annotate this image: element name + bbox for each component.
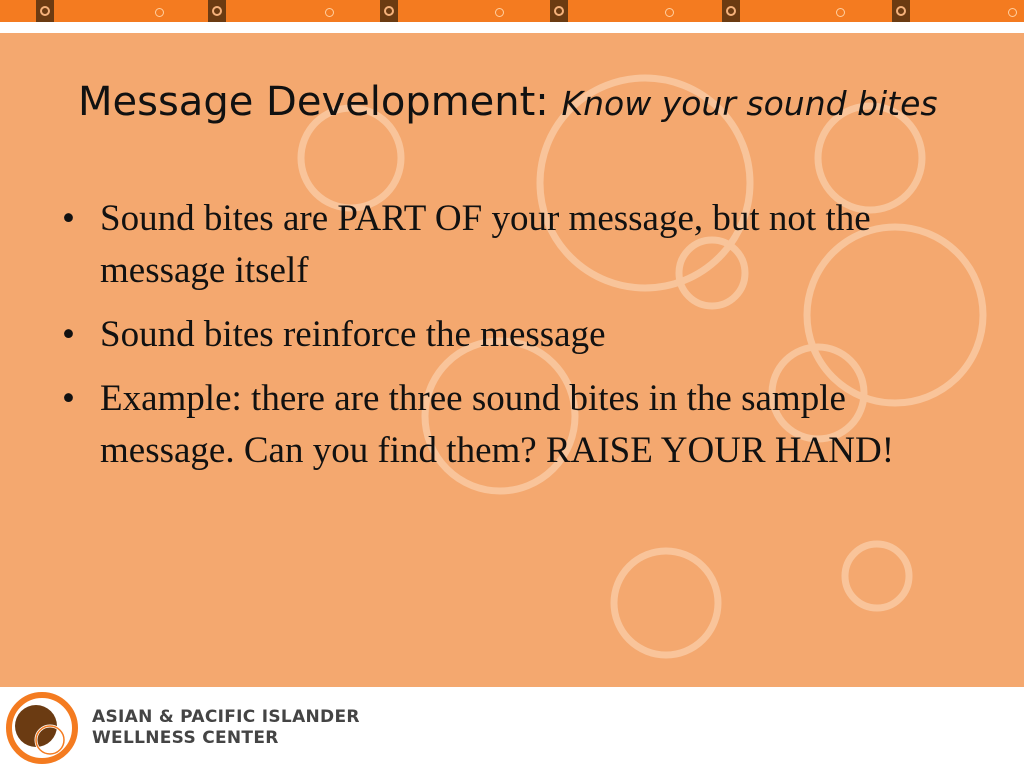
top-decorative-band	[0, 0, 1024, 22]
title-italic-text: Know your sound bites	[561, 84, 938, 123]
slide-title	[78, 79, 938, 125]
slide-content-area	[0, 33, 1024, 687]
band-motif-icon	[380, 0, 398, 22]
bullet-item	[62, 309, 942, 361]
band-circle-icon	[1008, 8, 1017, 17]
band-circle-icon	[495, 8, 504, 17]
band-motif-icon	[892, 0, 910, 22]
bullet-text: Example: there are three sound bites in the sample message. Can you find them? RAISE YOUR HAND!	[100, 378, 895, 471]
band-motif-icon	[208, 0, 226, 22]
bullet-item	[62, 193, 942, 297]
band-separator	[0, 22, 1024, 33]
bullet-mark: •	[62, 378, 75, 419]
band-motif-icon	[722, 0, 740, 22]
band-motif-icon	[36, 0, 54, 22]
organization-name-line-2: WELLNESS CENTER	[92, 728, 279, 748]
organization-logo-icon	[6, 692, 78, 764]
bullet-item	[62, 373, 942, 477]
band-circle-icon	[836, 8, 845, 17]
title-main-text: Message Development:	[78, 79, 549, 125]
band-circle-icon	[325, 8, 334, 17]
band-motif-icon	[550, 0, 568, 22]
bullet-list	[62, 193, 942, 489]
band-circle-icon	[155, 8, 164, 17]
band-circle-icon	[665, 8, 674, 17]
bullet-mark: •	[62, 198, 75, 239]
bullet-mark: •	[62, 314, 75, 355]
organization-name	[92, 707, 360, 749]
footer	[0, 687, 1024, 768]
bullet-text: Sound bites are PART OF your message, but not the message itself	[100, 198, 871, 291]
bullet-text: Sound bites reinforce the message	[100, 314, 606, 355]
organization-name-line-1: ASIAN & PACIFIC ISLANDER	[92, 707, 360, 727]
